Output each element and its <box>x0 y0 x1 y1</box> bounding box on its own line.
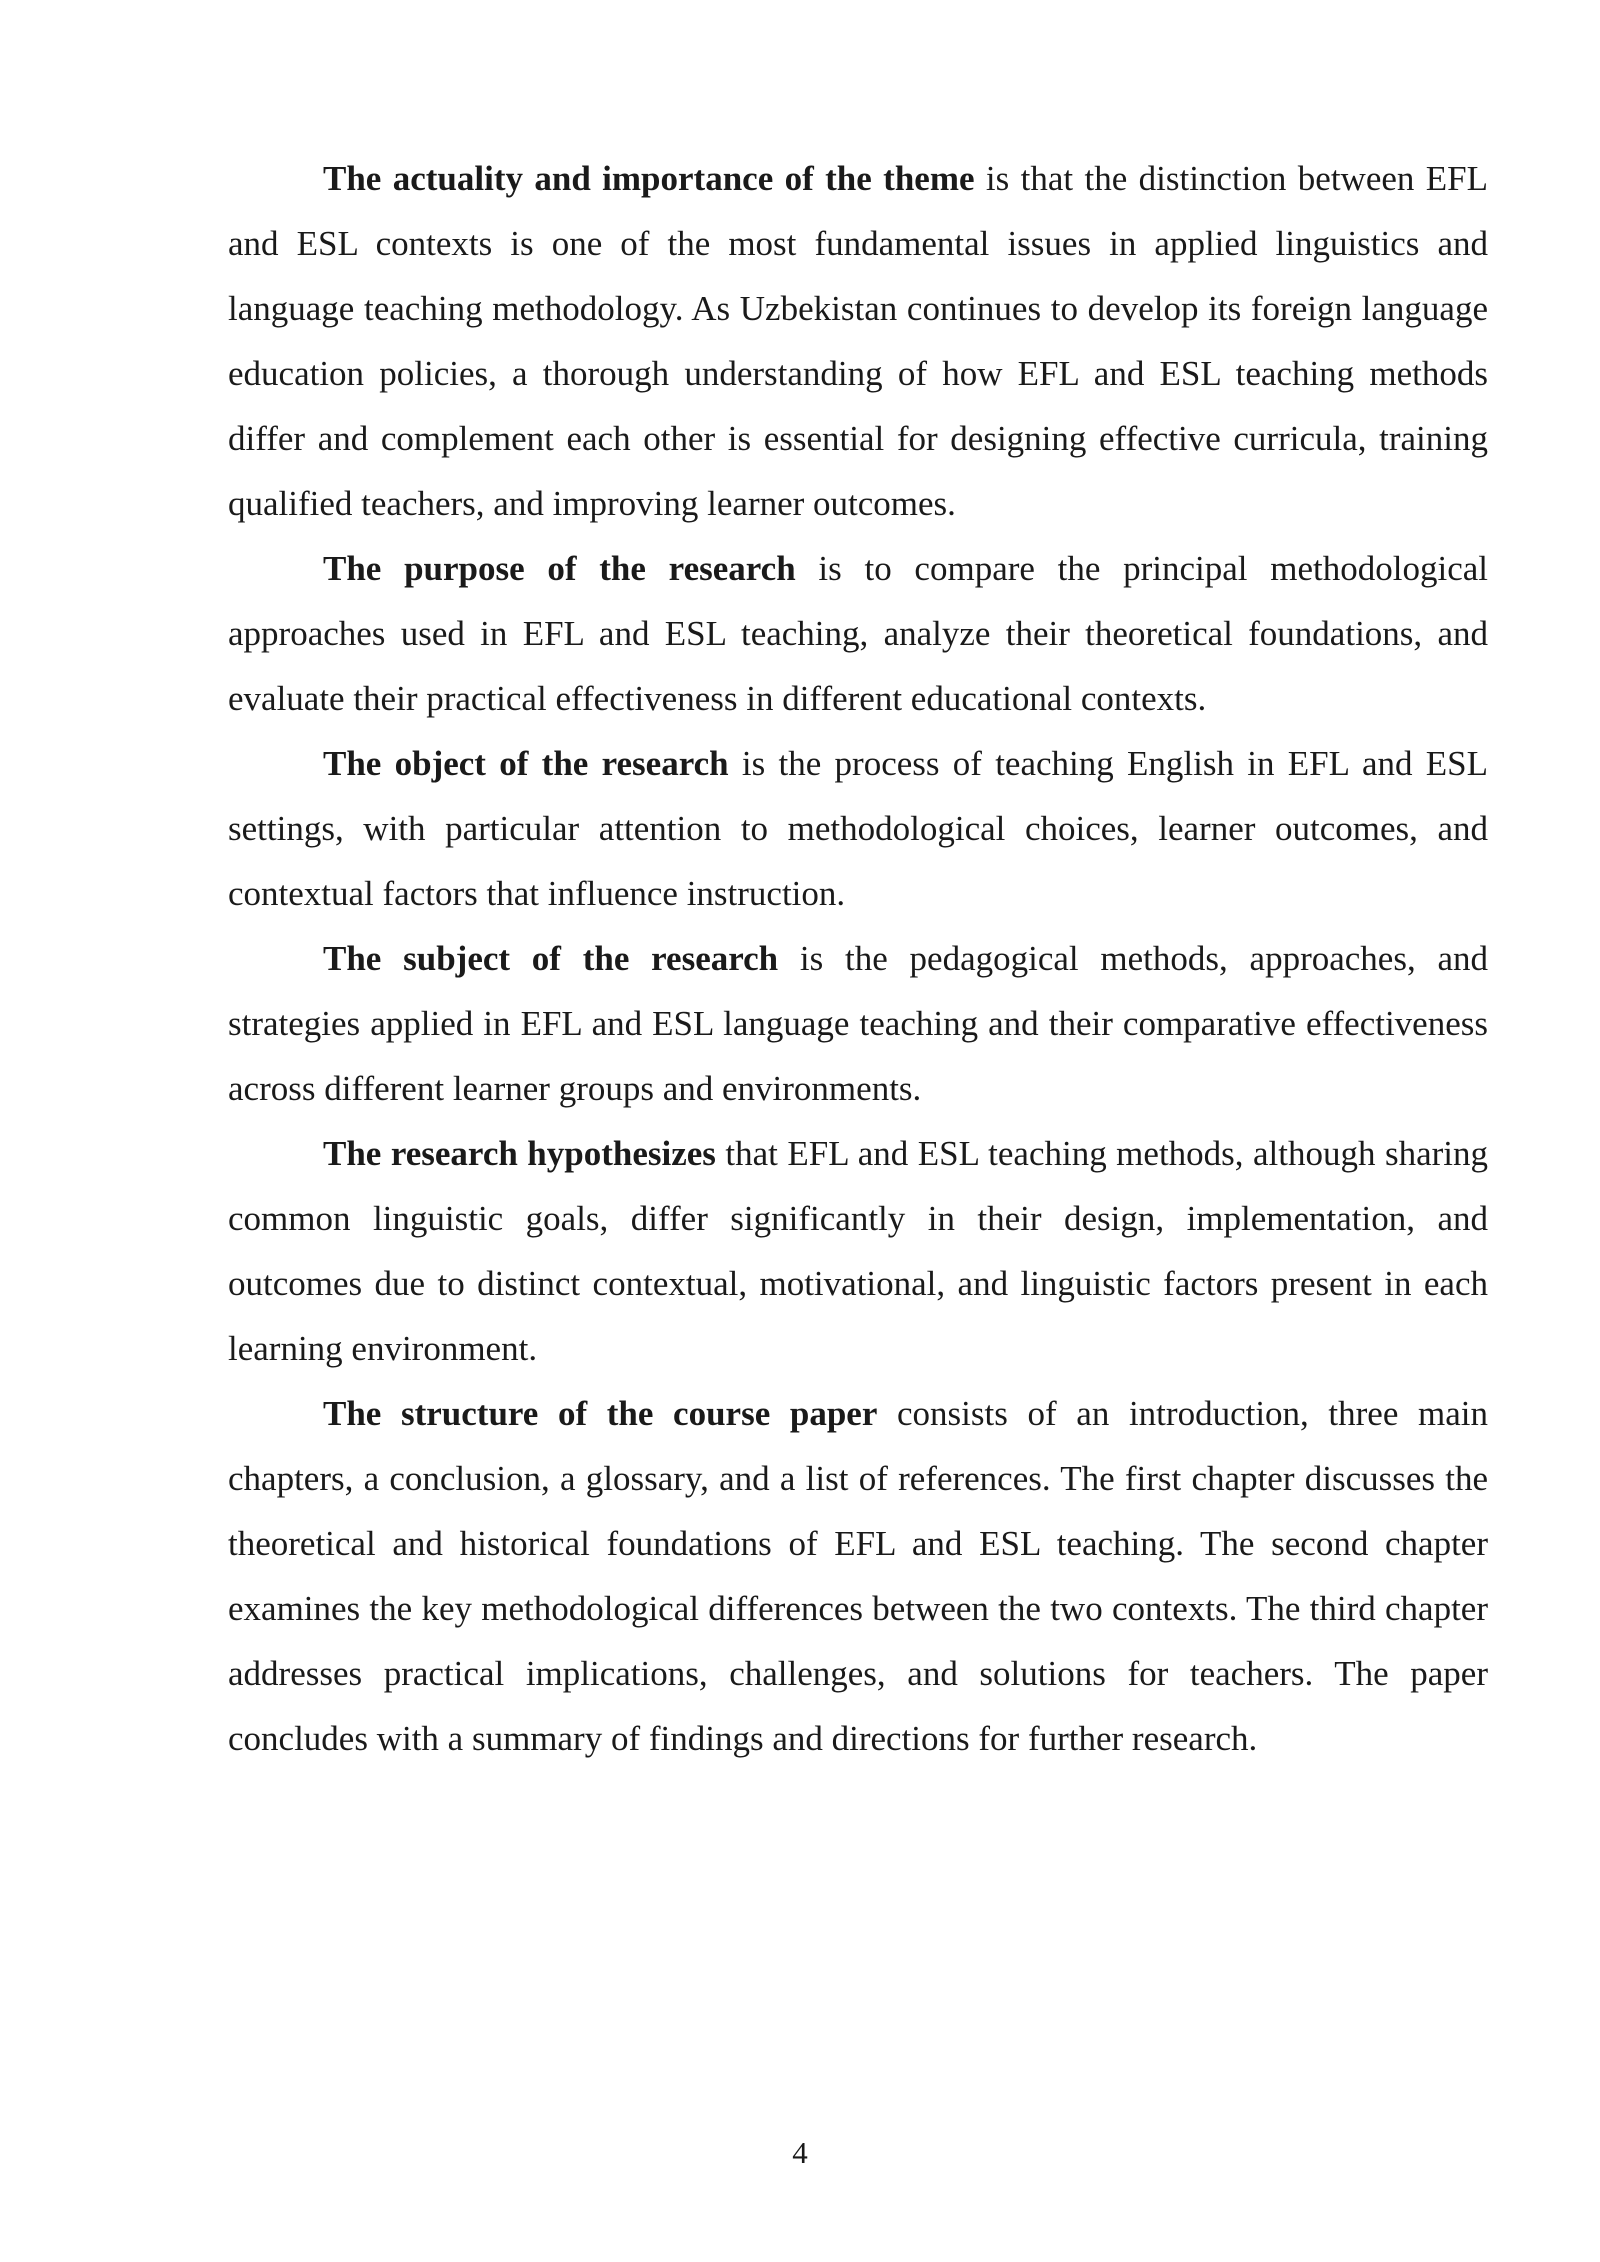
paragraph-heading: The research hypothesizes <box>323 1134 716 1173</box>
paragraph-text: is the pedagogical methods, approaches, and strategies applied in EFL and ESL language teaching and their comparative effectiveness across different learner groups and environments. <box>228 939 1488 1108</box>
paragraph-text: is that the distinction between EFL and ESL contexts is one of the most fundamental issues in applied linguistics and language teaching methodology. As Uzbekistan continues to develop its foreign language education policies, a thorough understanding of how EFL and ESL teaching methods differ and complement each other is essential for designing effective curricula, training qualified teachers, and improving learner outcomes. <box>228 159 1488 523</box>
paragraph-purpose <box>228 536 1488 731</box>
paragraph-text: is to compare the principal methodological approaches used in EFL and ESL teaching, analyze their theoretical foundations, and evaluate their practical effectiveness in different educational contexts. <box>228 549 1488 718</box>
paragraph-object <box>228 731 1488 926</box>
page-number: 4 <box>792 2135 808 2170</box>
paragraph-text: consists of an introduction, three main chapters, a conclusion, a glossary, and a list of references. The first chapter discusses the theoretical and historical foundations of EFL and ESL teaching. The second chapter examines the key methodological differences between the two contexts. The third chapter addresses practical implications, challenges, and solutions for teachers. The paper concludes with a summary of findings and directions for further research. <box>228 1394 1488 1758</box>
paragraph-heading: The purpose of the research <box>323 549 796 588</box>
paragraph-actuality <box>228 146 1488 536</box>
paragraph-heading: The actuality and importance of the theme <box>323 159 975 198</box>
paragraph-text: is the process of teaching English in EFL and ESL settings, with particular attention to methodological choices, learner outcomes, and contextual factors that influence instruction. <box>228 744 1488 913</box>
paragraph-heading: The object of the research <box>323 744 729 783</box>
paragraph-subject <box>228 926 1488 1121</box>
document-body <box>228 146 1488 1771</box>
paragraph-heading: The structure of the course paper <box>323 1394 878 1433</box>
paragraph-structure <box>228 1381 1488 1771</box>
paragraph-hypothesis <box>228 1121 1488 1381</box>
paragraph-text: that EFL and ESL teaching methods, although sharing common linguistic goals, differ significantly in their design, implementation, and outcomes due to distinct contextual, motivational, and linguistic factors present in each learning environment. <box>228 1134 1489 1368</box>
paragraph-heading: The subject of the research <box>323 939 779 978</box>
